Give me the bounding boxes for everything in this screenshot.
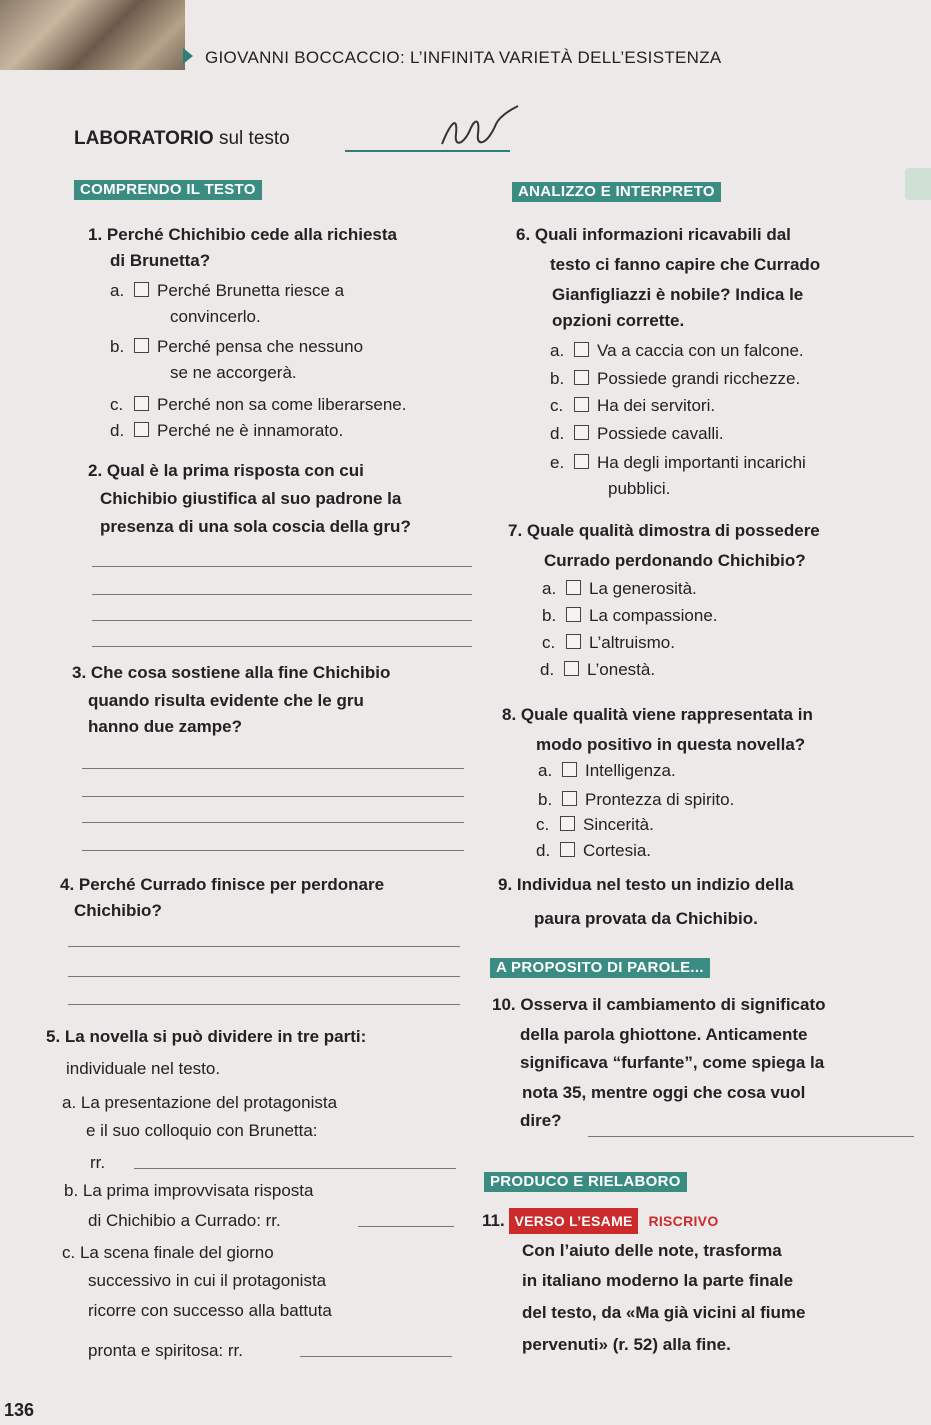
- answer-line[interactable]: [134, 1168, 456, 1169]
- q11-line2: in italiano moderno la parte finale: [522, 1271, 794, 1290]
- q3-line2: quando risulta evidente che le gru: [88, 691, 364, 710]
- checkbox[interactable]: [134, 422, 149, 437]
- checkbox[interactable]: [134, 338, 149, 353]
- q4-line2: Chichibio?: [74, 901, 162, 920]
- q1-option-d[interactable]: d. Perché ne è innamorato.: [110, 421, 344, 440]
- q1-option-b-cont: se ne accorgerà.: [170, 363, 297, 382]
- lab-title-bold: LABORATORIO: [74, 128, 214, 149]
- checkbox[interactable]: [574, 342, 589, 357]
- q1-line2: di Brunetta?: [110, 251, 211, 270]
- q5-c-cont1: successivo in cui il protagonista: [88, 1271, 327, 1290]
- q11-line3: del testo, da «Ma già vicini al fiume: [522, 1303, 806, 1322]
- triangle-arrow-icon: [183, 48, 193, 64]
- checkbox[interactable]: [566, 634, 581, 649]
- checkbox[interactable]: [134, 282, 149, 297]
- section-analizzo: ANALIZZO E INTERPRETO: [512, 182, 721, 202]
- q2-line2: Chichibio giustifica al suo padrone la: [100, 489, 402, 508]
- q8-line2: modo positivo in questa novella?: [536, 735, 806, 754]
- chapter-title: GIOVANNI BOCCACCIO: L’INFINITA VARIETÀ DELL’ESISTENZA: [205, 48, 722, 67]
- answer-line[interactable]: [358, 1226, 454, 1227]
- checkbox[interactable]: [560, 816, 575, 831]
- q8-option-a[interactable]: a. Intelligenza.: [538, 761, 676, 780]
- checkbox[interactable]: [574, 454, 589, 469]
- checkbox[interactable]: [562, 762, 577, 777]
- answer-line[interactable]: [82, 850, 464, 851]
- q9-line2: paura provata da Chichibio.: [534, 909, 758, 928]
- answer-line[interactable]: [68, 1004, 460, 1005]
- checkbox[interactable]: [574, 397, 589, 412]
- q8-option-d[interactable]: d. Cortesia.: [536, 841, 652, 860]
- q6-line3: Gianfigliazzi è nobile? Indica le: [552, 285, 804, 304]
- q10-line3: significava “furfante”, come spiega la: [520, 1053, 825, 1072]
- lab-title: [74, 128, 290, 150]
- q3-line3: hanno due zampe?: [88, 717, 242, 736]
- q5-a-rr: rr.: [90, 1153, 106, 1172]
- checkbox[interactable]: [566, 607, 581, 622]
- q7-option-a[interactable]: a. La generosità.: [542, 579, 697, 598]
- checkbox[interactable]: [574, 425, 589, 440]
- q7-option-c[interactable]: c. L’altruismo.: [542, 633, 675, 652]
- q6-option-b[interactable]: b. Possiede grandi ricchezze.: [550, 369, 801, 388]
- section-proposito: A PROPOSITO DI PAROLE...: [490, 958, 710, 978]
- checkbox[interactable]: [134, 396, 149, 411]
- riscrivo-tag: RISCRIVO: [648, 1213, 719, 1229]
- page-tab: [905, 168, 931, 200]
- answer-line[interactable]: [92, 646, 472, 647]
- q6-option-c[interactable]: c. Ha dei servitori.: [550, 396, 716, 415]
- q5-b: b. La prima improvvisata risposta: [64, 1181, 314, 1200]
- page-number: 136: [4, 1400, 35, 1420]
- q7-line2: Currado perdonando Chichibio?: [544, 551, 806, 570]
- answer-line[interactable]: [68, 976, 460, 977]
- checkbox[interactable]: [562, 791, 577, 806]
- answer-line[interactable]: [588, 1136, 914, 1137]
- answer-line[interactable]: [92, 594, 472, 595]
- q6-option-e-cont: pubblici.: [608, 479, 671, 498]
- q5-line2: individuale nel testo.: [66, 1059, 221, 1078]
- checkbox[interactable]: [574, 370, 589, 385]
- q1-option-c[interactable]: c. Perché non sa come liberarsene.: [110, 395, 407, 414]
- answer-line[interactable]: [82, 796, 464, 797]
- q6-line4: opzioni corrette.: [552, 311, 685, 330]
- q11-line1: Con l’aiuto delle note, trasforma: [522, 1241, 782, 1260]
- q5-line1: 5. La novella si può dividere in tre parti:: [46, 1027, 367, 1046]
- header-photo: [0, 0, 185, 70]
- q5-c-cont2: ricorre con successo alla battuta: [88, 1301, 332, 1320]
- q8-option-b[interactable]: b. Prontezza di spirito.: [538, 790, 735, 809]
- checkbox[interactable]: [560, 842, 575, 857]
- q5-b-cont: di Chichibio a Currado: rr.: [88, 1211, 281, 1230]
- q5-a-cont: e il suo colloquio con Brunetta:: [86, 1121, 318, 1140]
- q11-heading: [482, 1208, 719, 1234]
- q8-line1: 8. Quale qualità viene rappresentata in: [502, 705, 813, 724]
- q6-option-a[interactable]: a. Va a caccia con un falcone.: [550, 341, 804, 360]
- q5-c: c. La scena finale del giorno: [62, 1243, 274, 1262]
- section-produco: PRODUCO E RIELABORO: [484, 1172, 687, 1192]
- q10-line2: della parola ghiottone. Anticamente: [520, 1025, 808, 1044]
- q5-a: a. La presentazione del protagonista: [62, 1093, 338, 1112]
- answer-line[interactable]: [300, 1356, 452, 1357]
- q9-line1: 9. Individua nel testo un indizio della: [498, 875, 794, 894]
- q6-line1: 6. Quali informazioni ricavabili dal: [516, 225, 791, 244]
- q7-line1: 7. Quale qualità dimostra di possedere: [508, 521, 820, 540]
- checkbox[interactable]: [564, 661, 579, 676]
- q6-line2: testo ci fanno capire che Currado: [550, 255, 821, 274]
- q10-line5: dire?: [520, 1111, 562, 1130]
- section-comprendo: COMPRENDO IL TESTO: [74, 180, 262, 200]
- q10-line1: 10. Osserva il cambiamento di significato: [492, 995, 826, 1014]
- q1-line1: 1. Perché Chichibio cede alla richiesta: [88, 225, 397, 244]
- q7-option-b[interactable]: b. La compassione.: [542, 606, 718, 625]
- q4-line1: 4. Perché Currado finisce per perdonare: [60, 875, 385, 894]
- exam-badge: VERSO L’ESAME: [509, 1208, 637, 1234]
- q6-option-e[interactable]: e. Ha degli importanti incarichi: [550, 453, 806, 472]
- q2-line1: 2. Qual è la prima risposta con cui: [88, 461, 364, 480]
- q1-option-b[interactable]: b. Perché pensa che nessuno: [110, 337, 364, 356]
- q7-option-d[interactable]: d. L’onestà.: [540, 660, 656, 679]
- q11-line4: pervenuti» (r. 52) alla fine.: [522, 1335, 731, 1354]
- q1-option-a[interactable]: a. Perché Brunetta riesce a: [110, 281, 345, 300]
- lab-title-rest: sul testo: [218, 128, 290, 149]
- q11-number: 11.: [482, 1211, 505, 1230]
- q5-c-cont3: pronta e spiritosa: rr.: [88, 1341, 243, 1360]
- q8-option-c[interactable]: c. Sincerità.: [536, 815, 654, 834]
- q1-option-a-cont: convincerlo.: [170, 307, 261, 326]
- answer-line[interactable]: [92, 620, 472, 621]
- answer-line[interactable]: [68, 946, 460, 947]
- q10-line4: nota 35, mentre oggi che cosa vuol: [522, 1083, 806, 1102]
- answer-line[interactable]: [82, 768, 464, 769]
- q2-line3: presenza di una sola coscia della gru?: [100, 517, 411, 536]
- handwritten-scribble-icon: [440, 104, 520, 152]
- answer-line[interactable]: [82, 822, 464, 823]
- q6-option-d[interactable]: d. Possiede cavalli.: [550, 424, 724, 443]
- q3-line1: 3. Che cosa sostiene alla fine Chichibio: [72, 663, 391, 682]
- checkbox[interactable]: [566, 580, 581, 595]
- answer-line[interactable]: [92, 566, 472, 567]
